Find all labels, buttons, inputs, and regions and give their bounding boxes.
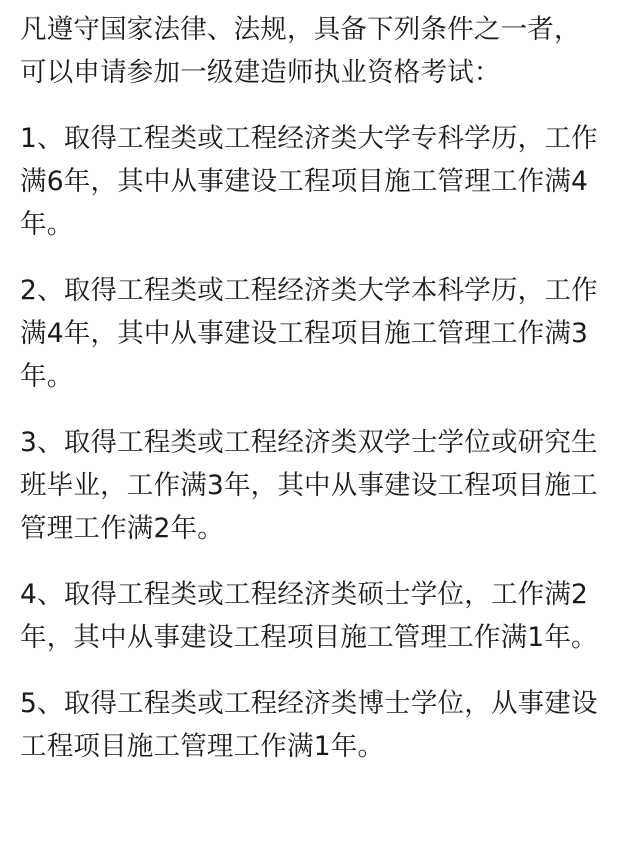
condition-line: 班毕业，工作满3年，其中从事建设工程项目施工 (20, 470, 598, 501)
condition-line: 工程项目施工管理工作满1年。 (20, 731, 385, 762)
condition-line: 1、取得工程类或工程经济类大学专科学历，工作 (20, 123, 598, 154)
condition-item-5 (20, 682, 620, 768)
condition-item-3 (20, 421, 620, 550)
condition-line: 管理工作满2年。 (20, 513, 224, 544)
condition-item-2 (20, 269, 620, 398)
condition-line: 3、取得工程类或工程经济类双学士学位或研究生 (20, 427, 598, 458)
condition-line: 满4年，其中从事建设工程项目施工管理工作满3 (20, 318, 589, 349)
condition-line: 4、取得工程类或工程经济类硕士学位，工作满2 (20, 579, 589, 610)
article-body (20, 8, 620, 768)
condition-line: 年，其中从事建设工程项目施工管理工作满1年。 (20, 622, 598, 653)
condition-line: 5、取得工程类或工程经济类博士学位，从事建设 (20, 688, 598, 719)
condition-line: 2、取得工程类或工程经济类大学本科学历，工作 (20, 275, 598, 306)
intro-line: 凡遵守国家法律、法规，具备下列条件之一者， (20, 14, 581, 45)
condition-item-1 (20, 117, 620, 246)
condition-item-4 (20, 573, 620, 659)
condition-line: 满6年，其中从事建设工程项目施工管理工作满4 (20, 166, 589, 197)
condition-line: 年。 (20, 209, 74, 240)
intro-line: 可以申请参加一级建造师执业资格考试： (20, 57, 501, 88)
condition-line: 年。 (20, 361, 74, 392)
intro-paragraph (20, 8, 620, 94)
